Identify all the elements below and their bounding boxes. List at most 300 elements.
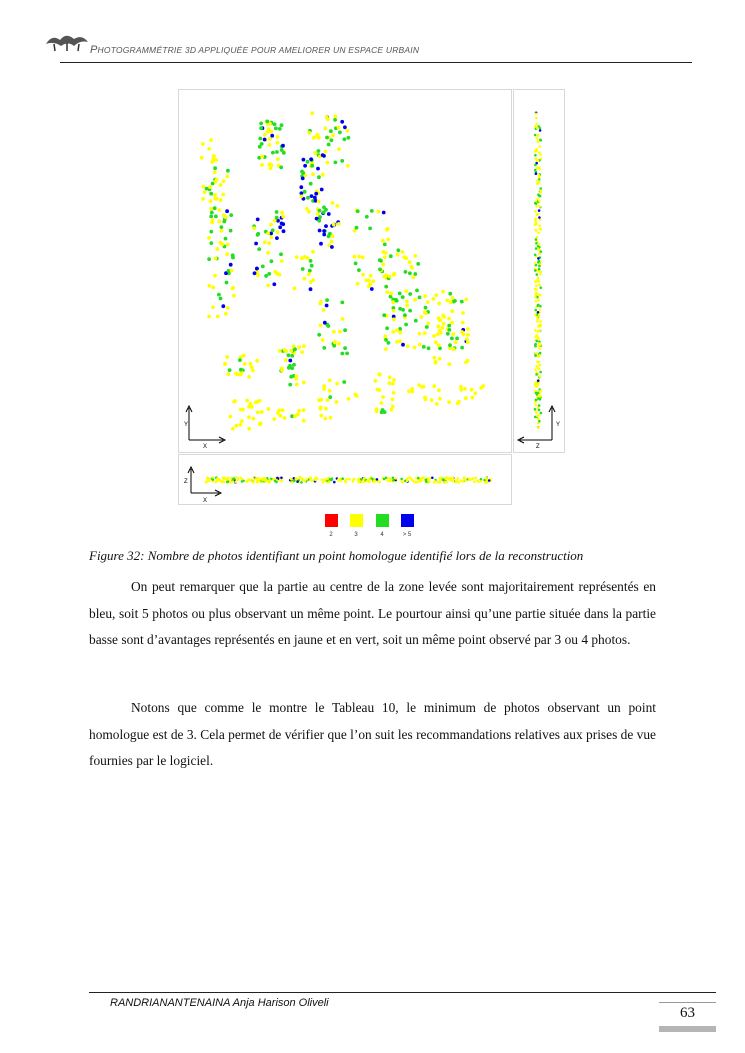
point-marker [408, 292, 412, 296]
point-marker [223, 362, 227, 366]
point-marker [449, 300, 453, 304]
point-marker [540, 389, 543, 392]
point-marker [473, 481, 476, 484]
point-marker [369, 274, 373, 278]
point-marker [427, 322, 431, 326]
point-marker [298, 476, 301, 479]
point-marker [311, 479, 314, 482]
point-marker [539, 375, 542, 378]
point-marker [266, 251, 270, 255]
school-logo-icon [44, 32, 90, 52]
point-marker [538, 361, 541, 364]
point-marker [357, 268, 361, 272]
point-marker [472, 477, 475, 480]
point-marker [539, 308, 542, 311]
point-marker [371, 279, 375, 283]
point-marker [321, 338, 325, 342]
point-marker [303, 277, 307, 281]
point-marker [534, 368, 537, 371]
point-marker [268, 143, 272, 147]
point-marker [219, 297, 223, 301]
point-marker [347, 136, 351, 140]
point-marker [413, 272, 417, 276]
point-marker [274, 127, 278, 131]
point-marker [280, 368, 284, 372]
point-marker [317, 175, 321, 179]
point-marker [535, 284, 538, 287]
point-marker [451, 296, 455, 300]
point-marker [356, 282, 360, 286]
point-marker [282, 229, 286, 233]
point-marker [430, 398, 434, 402]
point-marker [257, 477, 260, 480]
point-marker [270, 259, 274, 263]
point-marker [214, 215, 218, 219]
point-marker [437, 343, 441, 347]
point-marker [278, 225, 282, 229]
point-marker [375, 409, 379, 413]
point-marker [310, 194, 314, 198]
document-header-title: PHOTOGRAMMÉTRIE 3D APPLIQUÉE POUR AMELIORER UN ESPACE URBAIN [90, 44, 420, 56]
point-marker [331, 234, 335, 238]
point-marker [239, 423, 243, 427]
point-marker [366, 480, 369, 483]
point-marker [275, 481, 278, 484]
point-marker [318, 229, 322, 233]
point-marker [396, 253, 400, 257]
point-marker [257, 247, 261, 251]
point-marker [247, 415, 251, 419]
page-number-bar [659, 1026, 716, 1032]
point-marker [318, 209, 322, 213]
point-marker [441, 290, 445, 294]
point-marker [309, 182, 313, 186]
point-marker [217, 478, 220, 481]
point-marker [395, 340, 399, 344]
point-marker [455, 337, 459, 341]
point-cloud-front-view [178, 454, 512, 505]
point-marker [322, 308, 326, 312]
point-marker [540, 250, 543, 253]
point-marker [387, 477, 390, 480]
point-marker [222, 477, 225, 480]
point-marker [266, 232, 270, 236]
point-marker [209, 207, 213, 211]
point-marker [238, 358, 242, 362]
point-marker [388, 375, 392, 379]
point-marker [425, 480, 428, 483]
point-marker [283, 416, 287, 420]
legend-label: 3 [354, 532, 358, 538]
point-marker [301, 267, 305, 271]
point-marker [300, 481, 303, 484]
point-marker [534, 408, 537, 411]
point-marker [332, 330, 336, 334]
point-marker [539, 364, 542, 367]
point-marker [205, 187, 209, 191]
point-marker [234, 424, 238, 428]
point-marker [534, 134, 537, 137]
point-marker [381, 250, 385, 254]
point-marker [293, 480, 296, 483]
point-marker [461, 311, 465, 315]
point-marker [258, 137, 262, 141]
point-marker [281, 144, 285, 148]
point-marker [309, 280, 313, 284]
point-marker [538, 409, 541, 412]
point-marker [537, 182, 540, 185]
point-marker [270, 134, 274, 138]
point-marker [460, 330, 464, 334]
point-marker [296, 478, 299, 481]
point-marker [291, 481, 294, 484]
point-marker [534, 401, 537, 404]
point-marker [332, 223, 336, 227]
point-marker [324, 127, 328, 131]
point-marker [539, 191, 542, 194]
point-marker [380, 401, 384, 405]
point-marker [538, 268, 541, 271]
point-marker [374, 379, 378, 383]
point-marker [536, 273, 539, 276]
point-marker [278, 127, 282, 131]
point-marker [538, 342, 541, 345]
point-marker [239, 408, 243, 412]
point-marker [536, 137, 539, 140]
point-marker [228, 415, 232, 419]
point-marker [538, 224, 541, 227]
point-marker [535, 202, 538, 205]
point-marker [255, 359, 259, 363]
point-marker [226, 306, 230, 310]
point-marker [537, 213, 540, 216]
point-marker [212, 478, 215, 481]
point-marker [378, 268, 382, 272]
point-marker [456, 402, 460, 406]
point-marker [345, 352, 349, 356]
point-marker [395, 477, 398, 480]
point-marker [229, 229, 233, 233]
point-marker [535, 399, 538, 402]
point-marker [255, 267, 259, 271]
xy-axes-icon [186, 406, 225, 443]
point-marker [224, 237, 228, 241]
point-marker [422, 385, 426, 389]
point-marker [445, 481, 448, 484]
point-marker [343, 328, 347, 332]
point-marker [225, 252, 229, 256]
point-marker [201, 185, 205, 189]
legend-label: > 5 [402, 532, 412, 538]
point-marker [216, 247, 220, 251]
point-marker [540, 286, 543, 289]
point-marker [413, 346, 417, 350]
point-marker [388, 479, 391, 482]
point-marker [219, 183, 223, 187]
point-marker [306, 160, 310, 164]
point-marker [535, 410, 538, 413]
point-marker [314, 479, 317, 482]
point-marker [280, 123, 284, 127]
point-marker [385, 228, 389, 232]
point-marker [437, 316, 441, 320]
point-marker [459, 388, 463, 392]
point-marker [450, 337, 454, 341]
point-marker [400, 478, 403, 481]
point-marker [288, 383, 292, 387]
point-marker [534, 269, 537, 272]
point-marker [313, 196, 317, 200]
legend-label: 4 [380, 532, 384, 538]
point-marker [302, 158, 306, 162]
point-marker [306, 256, 310, 260]
point-marker [539, 205, 542, 208]
point-marker [534, 210, 537, 213]
point-marker [534, 296, 537, 299]
point-marker [279, 166, 283, 170]
point-marker [318, 215, 322, 219]
point-marker [384, 273, 388, 277]
point-marker [538, 395, 541, 398]
point-marker [477, 480, 480, 483]
point-marker [391, 405, 395, 409]
point-marker [333, 118, 337, 122]
point-marker [535, 172, 538, 175]
point-marker [417, 477, 420, 480]
point-marker [317, 219, 321, 223]
point-marker [230, 269, 234, 273]
point-marker [335, 382, 339, 386]
point-marker [290, 478, 293, 481]
point-marker [535, 385, 538, 388]
point-marker [404, 323, 408, 327]
point-marker [535, 352, 538, 355]
point-marker [392, 391, 396, 395]
point-marker [322, 387, 326, 391]
point-marker [375, 388, 379, 392]
point-marker [340, 301, 344, 305]
point-marker [449, 479, 452, 482]
point-marker [413, 298, 417, 302]
point-marker [378, 258, 382, 262]
point-marker [344, 480, 347, 483]
point-marker [213, 171, 217, 175]
point-marker [434, 293, 438, 297]
point-marker [424, 306, 428, 310]
point-marker [474, 477, 477, 480]
point-marker [337, 222, 341, 226]
point-marker [401, 295, 405, 299]
point-marker [273, 122, 277, 126]
point-marker [322, 206, 326, 210]
point-marker [540, 139, 543, 142]
point-marker [207, 477, 210, 480]
point-marker [213, 166, 217, 170]
point-marker [460, 479, 463, 482]
axis-label-y: Y [184, 422, 189, 428]
point-marker [316, 167, 320, 171]
point-marker [269, 479, 272, 482]
point-marker [309, 476, 312, 479]
point-marker [297, 345, 301, 349]
point-marker [416, 262, 420, 266]
point-marker [425, 325, 429, 329]
point-marker [281, 215, 285, 219]
point-marker [536, 167, 539, 170]
point-marker [207, 236, 211, 240]
point-marker [537, 317, 540, 320]
point-marker [247, 427, 251, 431]
point-marker [537, 304, 540, 307]
point-marker [432, 297, 436, 301]
point-marker [464, 298, 468, 302]
point-marker [275, 150, 279, 154]
point-marker [466, 327, 470, 331]
point-marker [259, 481, 262, 484]
point-marker [279, 414, 283, 418]
point-marker [464, 396, 468, 400]
point-marker [340, 480, 343, 483]
point-marker [275, 236, 279, 240]
point-marker [437, 302, 441, 306]
point-marker [456, 480, 459, 483]
point-marker [239, 368, 243, 372]
point-marker [329, 478, 332, 481]
point-marker [217, 208, 221, 212]
point-marker [316, 212, 320, 216]
point-marker [539, 228, 542, 231]
point-marker [335, 204, 339, 208]
point-marker [534, 313, 537, 316]
legend-swatch-red [325, 514, 338, 527]
point-marker [211, 286, 215, 290]
point-marker [391, 330, 395, 334]
point-marker [536, 340, 539, 343]
point-marker [207, 147, 211, 151]
point-marker [537, 194, 540, 197]
point-marker [275, 216, 279, 220]
point-marker [536, 179, 539, 182]
point-marker [539, 273, 542, 276]
point-marker [384, 347, 388, 351]
point-marker [279, 252, 283, 256]
point-marker [381, 263, 385, 267]
point-marker [258, 399, 262, 403]
point-marker [319, 414, 323, 418]
point-marker [413, 254, 417, 258]
point-marker [266, 284, 270, 288]
point-marker [539, 145, 542, 148]
point-marker [317, 200, 321, 204]
point-marker [231, 427, 235, 431]
point-marker [307, 210, 311, 214]
point-marker [311, 172, 315, 176]
point-marker [325, 136, 329, 140]
side-view-plot [514, 90, 564, 452]
point-marker [240, 419, 244, 423]
point-marker [537, 277, 540, 280]
point-marker [310, 111, 314, 115]
point-marker [404, 289, 408, 293]
point-marker [536, 334, 539, 337]
axis-label-x: X [203, 498, 208, 504]
point-marker [326, 478, 329, 481]
point-marker [260, 163, 264, 167]
point-marker [225, 209, 229, 213]
point-cloud-side-view [513, 89, 565, 453]
point-marker [317, 149, 321, 153]
point-marker [329, 129, 333, 133]
point-marker [249, 362, 253, 366]
point-marker [250, 365, 254, 369]
point-marker [346, 164, 350, 168]
point-marker [535, 309, 538, 312]
point-marker [232, 478, 235, 481]
point-marker [219, 241, 223, 245]
point-marker [225, 281, 229, 285]
point-marker [392, 273, 396, 277]
point-marker [534, 329, 537, 332]
point-marker [310, 264, 314, 268]
point-marker [222, 213, 226, 217]
point-marker [538, 284, 541, 287]
point-marker [267, 241, 271, 245]
point-marker [398, 331, 402, 335]
point-marker [534, 218, 537, 221]
point-marker [488, 479, 491, 482]
point-marker [295, 383, 299, 387]
point-marker [213, 193, 217, 197]
point-marker [324, 150, 328, 154]
point-marker [539, 218, 542, 221]
axis-label-x: X [203, 444, 208, 450]
point-marker [308, 269, 312, 273]
point-marker [536, 365, 539, 368]
point-marker [418, 296, 422, 300]
point-marker [321, 173, 325, 177]
point-cloud-top-view [178, 89, 512, 453]
point-marker [269, 167, 273, 171]
point-marker [277, 409, 281, 413]
point-marker [251, 369, 255, 373]
point-marker [297, 409, 301, 413]
point-marker [201, 142, 205, 146]
point-marker [367, 284, 371, 288]
point-marker [402, 255, 406, 259]
point-marker [374, 480, 377, 483]
point-marker [287, 353, 291, 357]
point-marker [270, 235, 274, 239]
point-marker [260, 410, 264, 414]
point-marker [325, 161, 329, 165]
point-marker [245, 399, 249, 403]
point-marker [470, 388, 474, 392]
point-marker [254, 242, 258, 246]
point-marker [384, 285, 388, 289]
point-marker [300, 350, 304, 354]
point-marker [392, 378, 396, 382]
point-marker [540, 412, 543, 415]
point-marker [253, 271, 257, 275]
point-marker [280, 259, 284, 263]
point-marker [534, 288, 537, 291]
point-marker [247, 375, 251, 379]
point-marker [538, 243, 541, 246]
point-marker [386, 238, 390, 242]
point-marker [272, 417, 276, 421]
point-marker [435, 402, 439, 406]
point-marker [535, 392, 538, 395]
